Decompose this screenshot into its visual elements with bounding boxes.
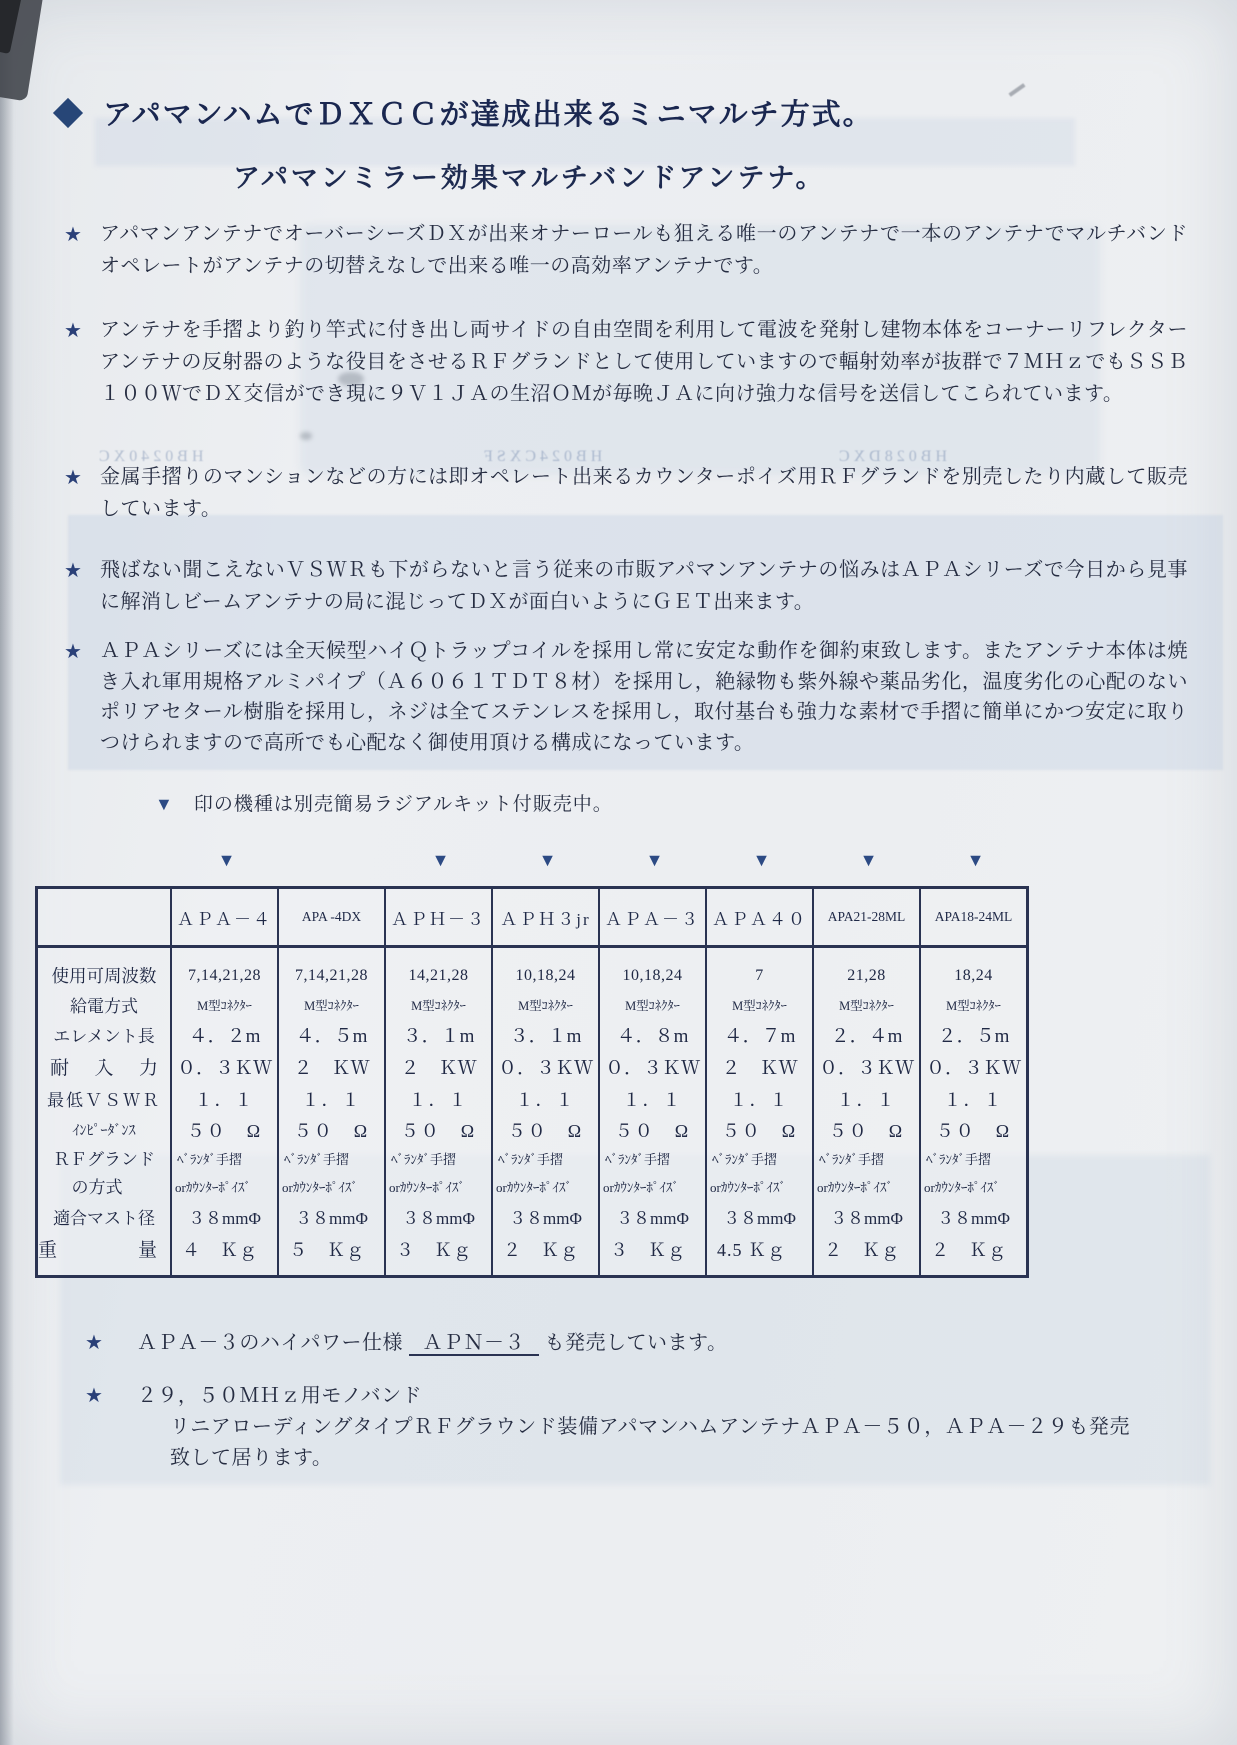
spec-cell-element: ２．４m	[830, 1026, 903, 1047]
spec-cell-impedance: ５０ Ω	[186, 1121, 263, 1141]
spec-column-header: APA21-28ML	[814, 889, 919, 948]
spec-column-ＡＰＨ３jr	[491, 889, 598, 1275]
spec-cell-feed: M型ｺﾈｸﾀｰ	[625, 999, 680, 1013]
spec-cell-element: ４．８m	[616, 1026, 689, 1047]
spec-cell-element: ３．１m	[509, 1026, 582, 1047]
footnote-monoband	[85, 1381, 1130, 1474]
column-marker: ▼	[645, 850, 664, 870]
spec-cell-rf_ground_2: orｶｳﾝﾀｰﾎﾟｲｽﾞ	[603, 1180, 679, 1195]
footnote-text: ２９，５０ＭＨｚ用モノバンド	[136, 1385, 423, 1407]
spec-cell-vswr: １．１	[515, 1090, 576, 1110]
spec-cell-rf_ground_1: ﾍﾞﾗﾝﾀﾞ手摺	[498, 1152, 564, 1167]
spec-cell-power: ０．３ＫＷ	[176, 1058, 272, 1079]
footnote-text: ＡＰＡ－３のハイパワー仕様	[136, 1332, 404, 1354]
spec-cell-feed: M型ｺﾈｸﾀｰ	[732, 999, 787, 1013]
row-label: エレメント長	[53, 1027, 155, 1046]
spec-column-APA18-24ML	[919, 889, 1026, 1275]
bullet-paragraph	[64, 218, 1188, 282]
spec-cell-element: ４．２m	[188, 1026, 261, 1047]
bleedthrough-code: HB028DXC	[835, 448, 948, 465]
diamond-bullet-icon	[53, 97, 83, 127]
row-label: 使用可周波数	[51, 966, 157, 986]
spec-column-body	[386, 948, 491, 1267]
footnote-apn3	[85, 1326, 727, 1355]
spec-column-ＡＰＡ－３	[598, 889, 705, 1275]
scan-edge-shadow	[0, 0, 14, 1745]
spec-column-header: ＡＰＨ－３	[386, 889, 491, 948]
spec-cell-mast: ３８mmΦ	[830, 1209, 903, 1228]
spec-cell-rf_ground_2: orｶｳﾝﾀｰﾎﾟｲｽﾞ	[175, 1180, 251, 1195]
footnote-body: リニアローディングタイプＲＦグラウンド装備アパマンハムアンテナＡＰＡ－５０，ＡＰＡ－２９も発売致して居ります。	[170, 1416, 1130, 1469]
spec-cell-freq: 21,28	[847, 967, 886, 984]
spec-column-header: ＡＰＡ－４	[172, 889, 277, 948]
spec-cell-vswr: １．１	[408, 1090, 469, 1110]
spec-column-header: ＡＰＡ－３	[600, 889, 705, 948]
spec-cell-impedance: ５０ Ω	[828, 1121, 905, 1141]
spec-cell-power: ０．３ＫＷ	[604, 1058, 700, 1079]
spec-header-blank	[38, 889, 170, 948]
bullet-text: 飛ばない聞こえないＶＳＷＲも下がらないと言う従来の市販アパマンアンテナの悩みはＡＰＡシリーズで今日から見事に解消しビームアンテナの局に混じってＤＸが面白いようにＧＥＴ出来ます。	[100, 559, 1188, 613]
spec-cell-feed: M型ｺﾈｸﾀｰ	[411, 999, 466, 1013]
spec-cell-weight: ３ Ｋｇ	[610, 1240, 686, 1260]
bullet-paragraph	[64, 636, 1188, 758]
bullet-text: ＡＰＡシリーズには全天候型ハイＱトラップコイルを採用し常に安定な動作を御約束致します。またアンテナ本体は焼き入れ軍用規格アルミパイプ（Ａ６０６１ＴＤＴ８材）を採用し，絶縁物も紫外線や薬品劣化，温度劣化の心配のないポリアセタール樹脂を採用し，ネジは全てステンレスを採用し，取付基台も強力な素材で手摺に簡単にかつ安定に取りつけられますので高所でも心配なく御使用頂ける構成になっています。	[100, 640, 1188, 754]
spec-cell-vswr: １．１	[194, 1090, 255, 1110]
bullet-text: アパマンアンテナでオーバーシーズＤＸが出来オナーロールも狙える唯一のアンテナで一本のアンテナでマルチバンドオペレートがアンテナの切替えなしで出来る唯一の高効率アンテナです。	[100, 223, 1188, 277]
spec-cell-freq: 7	[755, 967, 764, 984]
star-bullet-icon: ★	[64, 467, 82, 489]
footnote-model-underlined: ＡＰＮ－３	[409, 1332, 540, 1356]
spec-cell-element: ４．５m	[295, 1026, 368, 1047]
spec-cell-freq: 7,14,21,28	[295, 967, 368, 984]
pencil-mark	[1008, 83, 1025, 97]
spec-column-body	[707, 948, 812, 1267]
spec-cell-rf_ground_1: ﾍﾞﾗﾝﾀﾞ手摺	[391, 1152, 457, 1167]
spec-cell-power: ２ ＫＷ	[400, 1058, 477, 1079]
spec-column-body	[279, 948, 384, 1267]
table-marker-row	[38, 845, 1029, 875]
row-label: 適合マスト径	[53, 1209, 155, 1228]
spec-cell-rf_ground_2: orｶｳﾝﾀｰﾎﾟｲｽﾞ	[389, 1180, 465, 1195]
row-label: 重 量	[38, 1240, 158, 1261]
spec-cell-rf_ground_2: orｶｳﾝﾀｰﾎﾟｲｽﾞ	[924, 1180, 1000, 1195]
spec-column-ＡＰＡ４０	[705, 889, 812, 1275]
spec-cell-impedance: ５０ Ω	[507, 1121, 584, 1141]
spec-cell-impedance: ５０ Ω	[721, 1121, 798, 1141]
spec-cell-rf_ground_1: ﾍﾞﾗﾝﾀﾞ手摺	[712, 1152, 778, 1167]
bullet-text: アンテナを手摺より釣り竿式に付き出し両サイドの自由空間を利用して電波を発射し建物本体をコーナーリフレクターアンテナの反射器のような役目をさせるＲＦグランドとして使用していますので輻射効率が抜群で７ＭＨｚでもＳＳＢ１００ＷでＤＸ交信ができ現に９Ｖ１ＪＡの生沼ＯＭが毎晩ＪＡに向け強力な信号を送信してこられています。	[100, 319, 1188, 405]
spec-cell-weight: ２ Ｋｇ	[931, 1240, 1007, 1260]
row-label: ｲﾝﾋﾟｰﾀﾞﾝｽ	[72, 1124, 136, 1139]
bleedthrough-code: HB024CXSF	[480, 448, 603, 465]
radial-kit-note	[155, 789, 613, 816]
marker-spacer	[38, 845, 173, 875]
spec-cell-power: ２ ＫＷ	[293, 1058, 370, 1079]
row-label: ＲＦグランド	[53, 1150, 155, 1169]
spec-column-ＡＰＡ－４	[170, 889, 277, 1275]
spec-cell-element: ２．５m	[937, 1026, 1010, 1047]
spec-column-APA-4DX	[277, 889, 384, 1275]
spec-cell-mast: ３８mmΦ	[402, 1209, 475, 1228]
spec-column-body	[600, 948, 705, 1267]
bleedthrough-code: HB0240XC	[95, 448, 204, 465]
spec-column-body	[493, 948, 598, 1267]
spec-cell-rf_ground_2: orｶｳﾝﾀｰﾎﾟｲｽﾞ	[817, 1180, 893, 1195]
triangle-marker-icon: ▼	[155, 794, 174, 814]
bullet-paragraph	[64, 554, 1188, 618]
spec-cell-element: ３．１m	[402, 1026, 475, 1047]
spec-cell-vswr: １．１	[836, 1090, 897, 1110]
star-bullet-icon: ★	[85, 1332, 104, 1354]
column-marker: ▼	[538, 850, 557, 870]
spec-column-header: ＡＰＨ３jr	[493, 889, 598, 948]
spec-column-ＡＰＨ－３	[384, 889, 491, 1275]
spec-cell-vswr: １．１	[729, 1090, 790, 1110]
spec-cell-rf_ground_2: orｶｳﾝﾀｰﾎﾟｲｽﾞ	[496, 1180, 572, 1195]
spec-cell-freq: 10,18,24	[515, 967, 576, 984]
spec-cell-weight: ５ Ｋｇ	[289, 1240, 365, 1260]
spec-column-body	[921, 948, 1026, 1267]
star-bullet-icon: ★	[64, 224, 82, 246]
ink-smudge	[300, 432, 312, 440]
spec-cell-rf_ground_2: orｶｳﾝﾀｰﾎﾟｲｽﾞ	[710, 1180, 786, 1195]
spec-cell-vswr: １．１	[301, 1090, 362, 1110]
spec-cell-element: ４．７m	[723, 1026, 796, 1047]
spec-cell-rf_ground_1: ﾍﾞﾗﾝﾀﾞ手摺	[605, 1152, 671, 1167]
spec-cell-impedance: ５０ Ω	[400, 1121, 477, 1141]
spec-cell-mast: ３８mmΦ	[616, 1209, 689, 1228]
row-label: の方式	[71, 1178, 123, 1197]
spec-cell-feed: M型ｺﾈｸﾀｰ	[839, 999, 894, 1013]
bullet-paragraph	[64, 461, 1188, 525]
spec-cell-weight: ３ Ｋｇ	[396, 1240, 472, 1260]
star-bullet-icon: ★	[64, 560, 82, 582]
spec-cell-weight: ４ Ｋｇ	[182, 1240, 258, 1260]
spec-label-body	[38, 948, 170, 1267]
spec-cell-rf_ground_2: orｶｳﾝﾀｰﾎﾟｲｽﾞ	[282, 1180, 358, 1195]
spec-column-body	[172, 948, 277, 1267]
spec-cell-mast: ３８mmΦ	[723, 1209, 796, 1228]
spec-cell-freq: 14,21,28	[408, 967, 469, 984]
note-text: 印の機種は別売簡易ラジアルキット付販売中。	[193, 794, 613, 815]
star-bullet-icon: ★	[64, 320, 82, 342]
spec-cell-power: ２ ＫＷ	[721, 1058, 798, 1079]
spec-cell-mast: ３８mmΦ	[937, 1209, 1010, 1228]
spec-cell-rf_ground_1: ﾍﾞﾗﾝﾀﾞ手摺	[819, 1152, 885, 1167]
spec-cell-freq: 7,14,21,28	[188, 967, 261, 984]
spec-cell-impedance: ５０ Ω	[935, 1121, 1012, 1141]
spec-column-APA21-28ML	[812, 889, 919, 1275]
footnote-text: も発売しています。	[544, 1332, 728, 1354]
spec-cell-mast: ３８mmΦ	[188, 1209, 261, 1228]
column-marker: ▼	[431, 850, 450, 870]
spec-cell-rf_ground_1: ﾍﾞﾗﾝﾀﾞ手摺	[926, 1152, 992, 1167]
spec-cell-mast: ３８mmΦ	[509, 1209, 582, 1228]
spec-cell-feed: M型ｺﾈｸﾀｰ	[304, 999, 359, 1013]
spec-cell-vswr: １．１	[943, 1090, 1004, 1110]
row-label: 給電方式	[70, 997, 138, 1016]
spec-cell-power: ０．３ＫＷ	[925, 1058, 1021, 1079]
column-marker: ▼	[966, 850, 985, 870]
spec-cell-weight: ２ Ｋｇ	[503, 1240, 579, 1260]
spec-table	[35, 886, 1029, 1278]
title-row	[55, 92, 874, 133]
column-marker: ▼	[752, 850, 771, 870]
spec-cell-vswr: １．１	[622, 1090, 683, 1110]
spec-cell-freq: 10,18,24	[622, 967, 683, 984]
spec-cell-rf_ground_1: ﾍﾞﾗﾝﾀﾞ手摺	[284, 1152, 350, 1167]
column-marker: ▼	[217, 850, 236, 870]
spec-cell-freq: 18,24	[954, 967, 993, 984]
footnote-line	[85, 1381, 1130, 1412]
star-bullet-icon: ★	[64, 641, 82, 663]
spec-column-body	[814, 948, 919, 1267]
spec-cell-feed: M型ｺﾈｸﾀｰ	[946, 999, 1001, 1013]
spec-column-header: APA18-24ML	[921, 889, 1026, 948]
column-marker	[280, 845, 387, 875]
spec-cell-feed: M型ｺﾈｸﾀｰ	[518, 999, 573, 1013]
spec-cell-power: ０．３ＫＷ	[497, 1058, 593, 1079]
row-label: 最低ＶＳＷＲ	[47, 1091, 161, 1110]
spec-cell-impedance: ５０ Ω	[293, 1121, 370, 1141]
spec-cell-mast: ３８mmΦ	[295, 1209, 368, 1228]
star-bullet-icon: ★	[85, 1385, 104, 1407]
page-title: アパマンハムでＤＸＣＣが達成出来るミニマルチ方式。	[103, 99, 874, 131]
column-marker: ▼	[859, 850, 878, 870]
row-label: 耐 入 力	[50, 1058, 158, 1079]
spec-cell-feed: M型ｺﾈｸﾀｰ	[197, 999, 252, 1013]
spec-cell-impedance: ５０ Ω	[614, 1121, 691, 1141]
bullet-paragraph	[64, 314, 1188, 410]
page-subtitle: アパマンミラー効果マルチバンドアンテナ。	[233, 163, 826, 193]
bullet-text: 金属手摺りのマンションなどの方には即オペレート出来るカウンターポイズ用ＲＦグランドを別売したり内蔵して販売しています。	[100, 466, 1188, 520]
spec-column-header: ＡＰＡ４０	[707, 889, 812, 948]
spec-cell-power: ０．３ＫＷ	[818, 1058, 914, 1079]
spec-cell-weight: 4.5 Ｋｇ	[717, 1240, 786, 1260]
spec-label-column	[38, 889, 170, 1275]
spec-column-header: APA -4DX	[279, 889, 384, 948]
spec-cell-weight: ２ Ｋｇ	[824, 1240, 900, 1260]
spec-cell-rf_ground_1: ﾍﾞﾗﾝﾀﾞ手摺	[177, 1152, 243, 1167]
